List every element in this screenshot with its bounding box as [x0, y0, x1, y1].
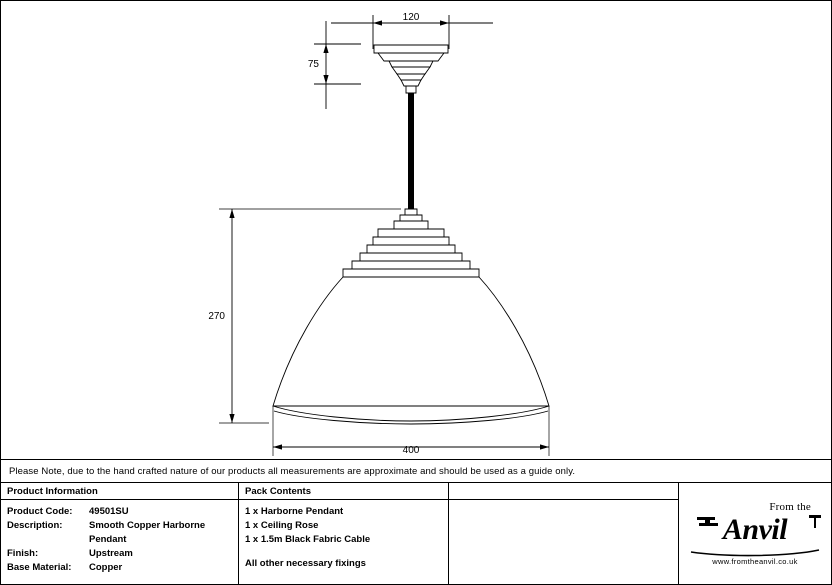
- blank-column-body: [449, 500, 678, 505]
- info-table: [1, 483, 831, 584]
- product-code-label: Product Code:: [7, 506, 73, 517]
- pack-contents-header: Pack Contents: [239, 483, 448, 500]
- measurement-note-text: Please Note, due to the hand crafted nature of our products all measurements are approximate and should be used as a guide only.: [9, 465, 576, 477]
- list-item: 1 x 1.5m Black Fabric Cable: [245, 534, 371, 545]
- product-drawing: [1, 1, 832, 461]
- product-information-body: [1, 500, 238, 575]
- logo-wordmark-wrap: [685, 511, 825, 557]
- brand-logo: [685, 502, 825, 566]
- finish-label: Finish:: [7, 548, 39, 559]
- description-label: Description:: [7, 520, 63, 531]
- table-row: [7, 519, 232, 547]
- blank-column: [449, 483, 679, 584]
- table-row: [7, 547, 232, 561]
- description-value: Smooth Copper Harborne Pendant: [89, 520, 206, 545]
- dimension-label-ceiling-rose-height: 75: [307, 59, 319, 70]
- base-material-value: Copper: [89, 562, 123, 573]
- logo-column: [679, 483, 831, 584]
- finish-value: Upstream: [89, 548, 133, 559]
- pack-contents-body: [239, 500, 448, 571]
- dimension-label-shade-height: 270: [208, 311, 225, 322]
- pack-contents-footer: All other necessary fixings: [245, 558, 366, 569]
- product-information-column: [1, 483, 239, 584]
- table-row: [7, 561, 232, 575]
- base-material-label: Base Material:: [7, 562, 72, 573]
- product-code-value: 49501SU: [89, 506, 129, 517]
- pack-contents-column: [239, 483, 449, 584]
- logo-line2: Anvil: [722, 512, 788, 546]
- product-information-header: Product Information: [1, 483, 238, 500]
- table-row: [7, 505, 232, 519]
- list-item: 1 x Ceiling Rose: [245, 520, 319, 531]
- logo-line1: From the: [769, 500, 811, 513]
- blank-column-header: [449, 483, 678, 500]
- dimension-label-ceiling-rose-width: 120: [402, 12, 420, 23]
- list-item: 1 x Harborne Pendant: [245, 506, 344, 517]
- measurement-note-bar: [1, 459, 831, 483]
- logo-url: www.fromtheanvil.co.uk: [712, 556, 798, 566]
- dimension-label-shade-width: 400: [402, 445, 420, 456]
